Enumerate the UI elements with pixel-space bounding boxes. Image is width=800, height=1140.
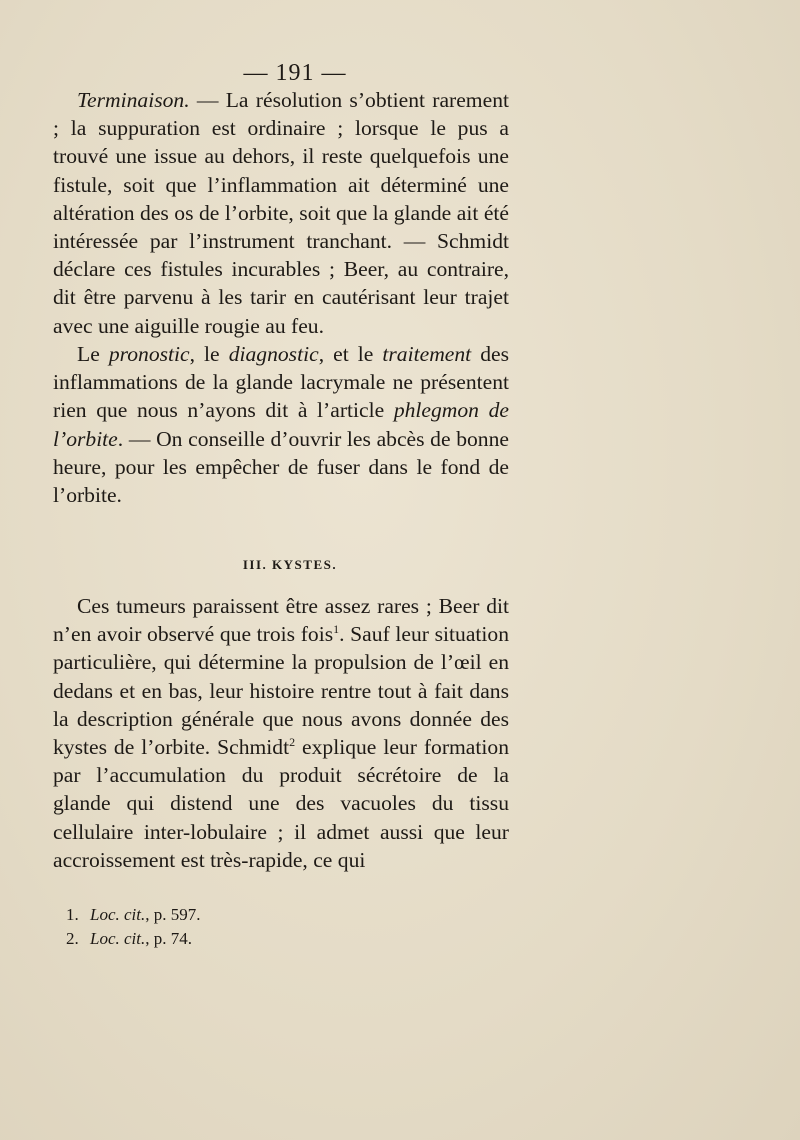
footnotes <box>66 903 201 951</box>
paragraph-text: — La résolution s’obtient rarement ; la suppuration est ordinaire ; lorsque le pus a trouvé une issue au dehors, il reste quelquefois une fistule, soit que l’inflammation ait déterminé une altération des os de l’orbite, soit que la glande ait été intéressée par l’instrument tranchant. — Schmidt déclare ces fistules incurables ; Beer, au contraire, dit être parvenu à les tarir en cautérisant leur trajet avec une aiguille rougie au feu. <box>53 88 509 338</box>
italic-term: phlegmon de l’orbite <box>53 398 509 451</box>
italic-term: pronostic <box>108 342 190 366</box>
footnote <box>66 927 201 951</box>
footnote-number: 1. <box>66 905 79 924</box>
text-run: explique leur formation par l’accumulation du produit sécrétoire de la glande qui distend une des vacuoles du tissu cellulaire inter-lobulaire ; il admet aussi que leur accroissement est très-rapide, ce qui <box>53 735 509 872</box>
text-run: , le <box>189 342 229 366</box>
footnote-ref-text: Loc. cit. <box>90 905 146 924</box>
text-run: Ces tumeurs paraissent être assez rares ; Beer dit n’en avoir observé que trois fois <box>53 594 509 647</box>
paragraph-kystes <box>53 592 509 874</box>
footnote-ref[interactable]: 2 <box>289 734 296 749</box>
paragraph-pronostic <box>53 340 509 509</box>
section-heading: III. KYSTES. <box>242 557 338 572</box>
italic-lead: Terminaison. <box>77 88 190 112</box>
italic-term: traitement <box>382 342 472 366</box>
footnote-page: , p. 597. <box>145 905 201 924</box>
page-number: — 191 — <box>243 60 347 86</box>
footnote-number: 2. <box>66 929 79 948</box>
footnote-page: , p. 74. <box>145 929 192 948</box>
footnote <box>66 903 201 927</box>
footnote-ref[interactable]: 1 <box>333 622 340 637</box>
text-run: . Sauf leur situation particulière, qui détermine la propulsion de l’œil en dedans et en bas, leur histoire rentre tout à fait dans la description générale que nous avons donnée des kystes de l’orbite. Schmidt <box>53 622 510 760</box>
italic-term: diagnostic <box>228 342 319 366</box>
footnote-ref-text: Loc. cit. <box>90 929 146 948</box>
text-run: . — On conseille d’ouvrir les abcès de bonne heure, pour les empêcher de fuser dans le fond de l’orbite. <box>53 426 509 508</box>
text-run: , et le <box>318 342 383 366</box>
text-run: Le <box>77 342 109 366</box>
text-run: des inflammations de la glande lacrymale ne présentent rien que nous n’ayons dit à l’article <box>53 342 510 423</box>
paragraph-terminaison <box>53 86 509 340</box>
